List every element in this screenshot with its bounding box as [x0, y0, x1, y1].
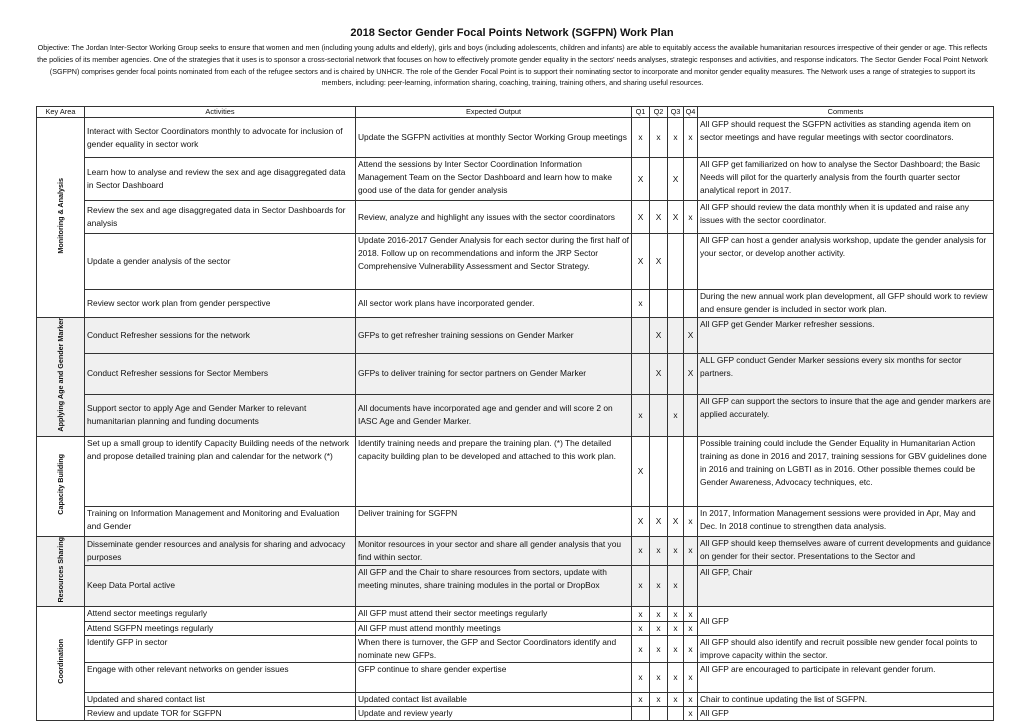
table-row: [37, 536, 994, 565]
table-row: [37, 158, 994, 201]
q2-cell: x: [650, 607, 668, 622]
activity-cell: Review the sex and age disaggregated data in Sector Dashboards for analysis: [85, 201, 356, 234]
q3-cell: X: [668, 506, 684, 536]
output-cell: Review, analyze and highlight any issues with the sector coordinators: [356, 201, 632, 234]
activity-cell: Conduct Refresher sessions for Sector Members: [85, 353, 356, 394]
q4-cell: x: [684, 201, 698, 234]
q2-cell: x: [650, 622, 668, 636]
q3-cell: [668, 318, 684, 354]
q1-cell: x: [632, 693, 650, 707]
table-row: [37, 636, 994, 663]
comments-cell: All GFP should request the SGFPN activities as standing agenda item on sector meetings and have regular meetings with sector coordinators.: [698, 118, 994, 158]
q1-cell: x: [632, 536, 650, 565]
document-title: 2018 Sector Gender Focal Points Network (SGFPN) Work Plan: [350, 27, 674, 39]
q2-cell: x: [650, 663, 668, 693]
q3-cell: x: [668, 607, 684, 622]
q4-cell: x: [684, 636, 698, 663]
q2-cell: [650, 290, 668, 318]
q1-cell: x: [632, 607, 650, 622]
q4-cell: [684, 565, 698, 606]
q1-cell: X: [632, 234, 650, 290]
table-row: [37, 436, 994, 506]
q1-cell: [632, 707, 650, 721]
q3-cell: x: [668, 536, 684, 565]
key-area-gender-marker: Applying Age and Gender Marker: [37, 318, 85, 437]
table-row: [37, 693, 994, 707]
q4-cell: [684, 234, 698, 290]
q2-cell: X: [650, 234, 668, 290]
comments-cell: Chair to continue updating the list of SGFPN.: [698, 693, 994, 707]
comments-cell: All GFP can support the sectors to insure that the age and gender markers are applied accurately.: [698, 395, 994, 437]
q4-cell: x: [684, 707, 698, 721]
q3-cell: x: [668, 693, 684, 707]
key-area-capacity-building: Capacity Building: [37, 436, 85, 536]
q4-cell: [684, 290, 698, 318]
comments-cell: All GFP get Gender Marker refresher sessions.: [698, 318, 994, 354]
q4-cell: x: [684, 693, 698, 707]
q2-cell: [650, 707, 668, 721]
work-plan-table: [36, 106, 994, 721]
comments-cell: In 2017, Information Management sessions were provided in Apr, May and Dec. In 2018 continue to strengthen data analysis.: [698, 506, 994, 536]
table-row: [37, 353, 994, 394]
q1-cell: [632, 318, 650, 354]
q3-cell: X: [668, 201, 684, 234]
q2-cell: X: [650, 353, 668, 394]
activity-cell: Disseminate gender resources and analysis for sharing and advocacy purposes: [85, 536, 356, 565]
q3-cell: x: [668, 663, 684, 693]
activity-cell: Learn how to analyse and review the sex and age disaggregated data in Sector Dashboard: [85, 158, 356, 201]
q1-cell: x: [632, 636, 650, 663]
comments-cell: All GFP should review the data monthly when it is updated and raise any issues with the sector coordinator.: [698, 201, 994, 234]
q3-cell: x: [668, 565, 684, 606]
q3-cell: x: [668, 118, 684, 158]
q1-cell: [632, 353, 650, 394]
output-cell: Deliver training for SGFPN: [356, 506, 632, 536]
table-row: [37, 607, 994, 622]
output-cell: Update and review yearly: [356, 707, 632, 721]
header-activities: Activities: [85, 107, 356, 118]
table-row: [37, 201, 994, 234]
header-key-area: Key Area: [37, 107, 85, 118]
output-cell: Update the SGFPN activities at monthly Sector Working Group meetings: [356, 118, 632, 158]
table-row: [37, 234, 994, 290]
q4-cell: x: [684, 506, 698, 536]
q1-cell: X: [632, 506, 650, 536]
q2-cell: x: [650, 118, 668, 158]
q2-cell: X: [650, 201, 668, 234]
table-header-row: [37, 107, 994, 118]
q3-cell: [668, 234, 684, 290]
table-row: [37, 707, 994, 721]
comments-cell: All GFP should keep themselves aware of current developments and guidance on gender for their sector. Presentations to the Sector and: [698, 536, 994, 565]
activity-cell: Update a gender analysis of the sector: [85, 234, 356, 290]
activity-cell: Updated and shared contact list: [85, 693, 356, 707]
q4-cell: x: [684, 622, 698, 636]
comments-cell: During the new annual work plan development, all GFP should work to review and ensure gender is included in sector work plan.: [698, 290, 994, 318]
output-cell: Identify training needs and prepare the training plan. (*) The detailed capacity building plan to be developed and attached to this work plan.: [356, 436, 632, 506]
q2-cell: X: [650, 506, 668, 536]
table-row: [37, 506, 994, 536]
objective-paragraph: Objective: The Jordan Inter-Sector Working Group seeks to ensure that women and men (including young adults and elderly), girls and boys (including adolescents, children and infants) are able to equitably access the available humanitarian resources irrespective of their gender or age. This reflects the policies of its member agencies. One of the strategies that it uses is to sponsor a cross-sectorial network that focuses on how to effectively promote gender equality in the sectors' needs analyses, strategic responses and activities, and response indicators. The Sector Gender Focal Point Network (SGFPN) comprises gender focal points nominated from each of the refugee sectors and is chaired by UNHCR. The role of the Gender Focal Point is to support their nominating sector to incorporate and monitor gender equality measures. The Network uses a range of strategies to support its members, including: peer-learning, information sharing, coaching, training, training others, and sharing useful resources.: [37, 43, 988, 88]
output-cell: Attend the sessions by Inter Sector Coordination Information Management Team on the Sector Dashboard and learn how to make good use of the data for gender analysis: [356, 158, 632, 201]
q3-cell: X: [668, 158, 684, 201]
comments-cell: All GFP can host a gender analysis workshop, update the gender analysis for your sector, or develop another activity.: [698, 234, 994, 290]
q3-cell: x: [668, 395, 684, 437]
q4-cell: x: [684, 607, 698, 622]
key-area-resources-sharing: Resources Sharing: [37, 536, 85, 607]
q2-cell: [650, 158, 668, 201]
activity-cell: Training on Information Management and Monitoring and Evaluation and Gender: [85, 506, 356, 536]
q2-cell: x: [650, 536, 668, 565]
table-row: [37, 565, 994, 606]
q2-cell: X: [650, 318, 668, 354]
comments-cell: All GFP should also identify and recruit possible new gender focal points to improve capacity within the sector.: [698, 636, 994, 663]
q1-cell: x: [632, 622, 650, 636]
header-q1: Q1: [632, 107, 650, 118]
q2-cell: x: [650, 693, 668, 707]
output-cell: All GFP must attend monthly meetings: [356, 622, 632, 636]
activity-cell: Identify GFP in sector: [85, 636, 356, 663]
table-row: [37, 118, 994, 158]
output-cell: When there is turnover, the GFP and Sector Coordinators identify and nominate new GFPs.: [356, 636, 632, 663]
q2-cell: [650, 436, 668, 506]
table-row: [37, 318, 994, 354]
output-cell: GFPs to get refresher training sessions on Gender Marker: [356, 318, 632, 354]
q1-cell: X: [632, 436, 650, 506]
activity-cell: Review and update TOR for SGFPN: [85, 707, 356, 721]
q3-cell: [668, 290, 684, 318]
activity-cell: Review sector work plan from gender perspective: [85, 290, 356, 318]
header-comments: Comments: [698, 107, 994, 118]
q4-cell: [684, 395, 698, 437]
output-cell: GFP continue to share gender expertise: [356, 663, 632, 693]
activity-cell: Conduct Refresher sessions for the network: [85, 318, 356, 354]
comments-cell: All GFP: [698, 607, 994, 636]
output-cell: All documents have incorporated age and gender and will score 2 on IASC Age and Gender Marker.: [356, 395, 632, 437]
q2-cell: [650, 395, 668, 437]
output-cell: All sector work plans have incorporated gender.: [356, 290, 632, 318]
q1-cell: x: [632, 395, 650, 437]
header-q4: Q4: [684, 107, 698, 118]
q2-cell: x: [650, 636, 668, 663]
header-q3: Q3: [668, 107, 684, 118]
output-cell: GFPs to deliver training for sector partners on Gender Marker: [356, 353, 632, 394]
output-cell: Updated contact list available: [356, 693, 632, 707]
table-row: [37, 395, 994, 437]
output-cell: Update 2016-2017 Gender Analysis for each sector during the first half of 2018. Follow up on recommendations and inform the JRP Sector Comprehensive Vulnerability Assessment and Sector Strategy.: [356, 234, 632, 290]
activity-cell: Interact with Sector Coordinators monthly to advocate for inclusion of gender equality in sector work: [85, 118, 356, 158]
table-row: [37, 290, 994, 318]
q2-cell: x: [650, 565, 668, 606]
activity-cell: Attend sector meetings regularly: [85, 607, 356, 622]
q3-cell: x: [668, 622, 684, 636]
comments-cell: All GFP, Chair: [698, 565, 994, 606]
activity-cell: Attend SGFPN meetings regularly: [85, 622, 356, 636]
q3-cell: [668, 353, 684, 394]
q4-cell: X: [684, 318, 698, 354]
comments-cell: All GFP are encouraged to participate in relevant gender forum.: [698, 663, 994, 693]
q1-cell: X: [632, 158, 650, 201]
q4-cell: x: [684, 536, 698, 565]
q3-cell: [668, 436, 684, 506]
table-row: [37, 663, 994, 693]
q3-cell: [668, 707, 684, 721]
output-cell: Monitor resources in your sector and share all gender analysis that you find within sector.: [356, 536, 632, 565]
key-area-monitoring: Monitoring & Analysis: [37, 118, 85, 318]
q4-cell: [684, 436, 698, 506]
comments-cell: All GFP: [698, 707, 994, 721]
q1-cell: X: [632, 201, 650, 234]
q1-cell: x: [632, 565, 650, 606]
comments-cell: Possible training could include the Gender Equality in Humanitarian Action training as done in 2016 and 2017, training sessions for GBV guidelines done in 2016 and training on LGBTI as in 2016. Other possible themes could be Gender Awareness, Advocacy techniques, etc.: [698, 436, 994, 506]
comments-cell: ALL GFP conduct Gender Marker sessions every six months for sector partners.: [698, 353, 994, 394]
q3-cell: x: [668, 636, 684, 663]
activity-cell: Set up a small group to identify Capacity Building needs of the network and propose detailed training plan and calendar for the network (*): [85, 436, 356, 506]
q4-cell: x: [684, 663, 698, 693]
activity-cell: Engage with other relevant networks on gender issues: [85, 663, 356, 693]
activity-cell: Keep Data Portal active: [85, 565, 356, 606]
q1-cell: x: [632, 663, 650, 693]
key-area-coordination: Coordination: [37, 607, 85, 721]
q1-cell: x: [632, 290, 650, 318]
q1-cell: x: [632, 118, 650, 158]
q4-cell: X: [684, 353, 698, 394]
header-expected-output: Expected Output: [356, 107, 632, 118]
q4-cell: x: [684, 118, 698, 158]
header-q2: Q2: [650, 107, 668, 118]
comments-cell: All GFP get familiarized on how to analyse the Sector Dashboard; the Basic Needs will pilot for the quarterly analysis from the fourth quarter sector analytical report in 2017.: [698, 158, 994, 201]
output-cell: All GFP must attend their sector meetings regularly: [356, 607, 632, 622]
activity-cell: Support sector to apply Age and Gender Marker to relevant humanitarian planning and funding documents: [85, 395, 356, 437]
output-cell: All GFP and the Chair to share resources from sectors, update with meeting minutes, share training modules in the portal or DropBox: [356, 565, 632, 606]
q4-cell: [684, 158, 698, 201]
